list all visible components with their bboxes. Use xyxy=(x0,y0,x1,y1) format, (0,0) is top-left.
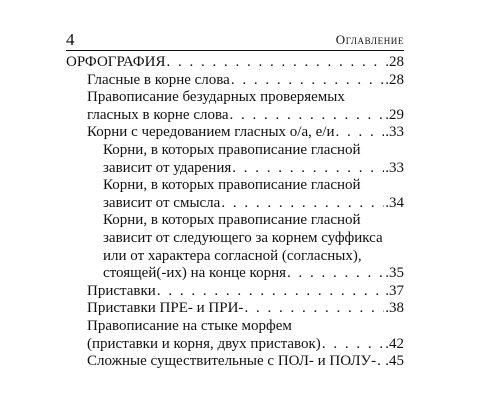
toc-entry-text: стоящей(-их) на конце корня xyxy=(103,265,287,282)
toc-entry-text: Корни, в которых правописание гласной xyxy=(103,212,361,229)
toc-page-number: .28 xyxy=(385,54,404,70)
toc-page-number: .34 xyxy=(385,194,404,211)
toc-entry-text: зависит от смысла xyxy=(103,194,221,211)
toc-page-number: .33 xyxy=(385,124,404,141)
toc-entry xyxy=(66,54,404,72)
dot-leader xyxy=(166,54,384,72)
running-title: Оглавление xyxy=(335,32,404,47)
toc-page-number: .33 xyxy=(385,159,404,176)
toc-entry-text: гласных в корне слова xyxy=(87,106,229,123)
toc-entry xyxy=(87,353,404,371)
toc-entry-text: Правописание безударных проверяемых xyxy=(87,89,345,106)
toc-entry-text: Правописание на стыке морфем xyxy=(87,317,292,334)
toc-entry-text: Корни, в которых правописание гласной xyxy=(103,177,361,194)
dot-leader xyxy=(244,300,384,318)
toc-page-number: .45 xyxy=(385,353,404,370)
toc-entry xyxy=(87,300,404,318)
toc-page-number: .28 xyxy=(385,71,404,88)
dot-leader xyxy=(221,195,384,213)
toc-entry xyxy=(103,142,404,177)
toc-page-number: .37 xyxy=(385,282,404,299)
toc-entry xyxy=(87,72,404,90)
toc-page-number: .42 xyxy=(385,335,404,352)
dot-leader xyxy=(287,265,384,283)
toc-page-number: .35 xyxy=(385,265,404,282)
dot-leader xyxy=(231,72,384,90)
toc-entry-text: или от характера согласной (согласных), xyxy=(103,247,362,264)
toc-entry xyxy=(87,89,404,124)
toc-entry-text: (приставки и корня, двух приставок) xyxy=(87,335,321,352)
dot-leader xyxy=(232,160,384,178)
dot-leader xyxy=(322,336,384,354)
toc-entry-text: Сложные существительные с ПОЛ- и ПОЛУ- xyxy=(87,353,377,370)
dot-leader xyxy=(157,283,384,301)
toc-entry-text: зависит от ударения xyxy=(103,159,232,176)
toc-entry-text: Гласные в корне слова xyxy=(87,71,230,88)
toc-entry xyxy=(103,177,404,212)
toc-entry-text: ОРФОГРАФИЯ xyxy=(66,54,166,70)
page-header xyxy=(66,30,404,52)
dot-leader xyxy=(377,353,384,371)
toc-entry-text: Приставки ПРЕ- и ПРИ- xyxy=(87,300,244,317)
dot-leader xyxy=(230,107,385,125)
toc-entry-text: зависит от следующего за корнем суффикса xyxy=(103,229,383,246)
toc-entry-text: Корни, в которых правописание гласной xyxy=(103,141,361,158)
table-of-contents xyxy=(0,54,490,371)
toc-entry xyxy=(87,283,404,301)
page-number: 4 xyxy=(66,30,75,49)
toc-page-number: .38 xyxy=(385,300,404,317)
toc-entry xyxy=(87,124,404,142)
toc-entry xyxy=(103,212,404,282)
toc-entry xyxy=(87,318,404,353)
header-rule xyxy=(66,50,404,51)
dot-leader xyxy=(336,124,385,142)
toc-entry-text: Приставки xyxy=(87,282,156,299)
toc-entry-text: Корни с чередованием гласных о/а, е/и xyxy=(87,124,335,141)
toc-page-number: .29 xyxy=(385,106,404,123)
